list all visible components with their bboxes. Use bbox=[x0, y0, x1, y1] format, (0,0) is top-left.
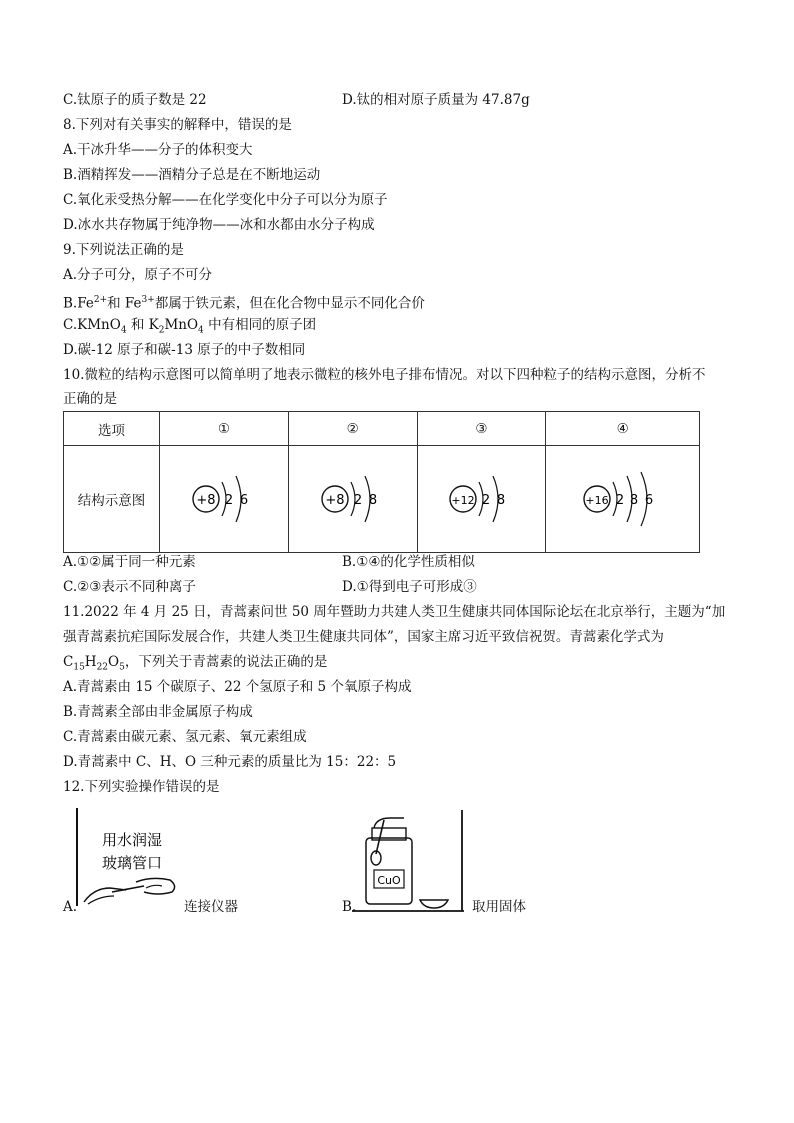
q9-option-d: D.碳-12 原子和碳-13 原子的中子数相同 bbox=[63, 342, 306, 358]
q10-option-d: D.①得到电子可形成③ bbox=[342, 579, 477, 595]
q10-option-c: C.②③表示不同种离子 bbox=[63, 579, 196, 595]
q12-option-b-label: 取用固体 bbox=[472, 899, 526, 915]
q12-option-a-letter: A. bbox=[63, 899, 78, 915]
q11-option-d: D.青蒿素中 C、H、O 三种元素的质量比为 15：22：5 bbox=[63, 754, 397, 770]
q8-option-c: C.氧化汞受热分解——在化学变化中分子可以分为原子 bbox=[63, 192, 388, 208]
q8-option-b: B.酒精挥发——酒精分子总是在不断地运动 bbox=[63, 167, 321, 183]
q7-option-c: C.钛原子的质子数是 22 bbox=[63, 92, 207, 108]
particle-3-shell-2: 8 bbox=[497, 493, 506, 508]
particle-3-diagram bbox=[441, 464, 521, 534]
q11-stem-line2: 强青蒿素抗疟国际发展合作，共建人类卫生健康共同体”，国家主席习近平致信祝贺。青蒿素化学式为 bbox=[63, 629, 664, 645]
q8-stem: 8.下列对有关事实的解释中，错误的是 bbox=[63, 117, 292, 133]
particle-3-shell-1: 2 bbox=[482, 493, 491, 508]
q10-option-a: A.①②属于同一种元素 bbox=[63, 554, 196, 570]
q11-option-a: A.青蒿素由 15 个碳原子、22 个氢原子和 5 个氧原子构成 bbox=[63, 679, 412, 695]
q8-option-d: D.冰水共存物属于纯净物——冰和水都由水分子构成 bbox=[63, 217, 375, 233]
table-header-1: ① bbox=[160, 412, 289, 446]
particle-1-shell-2: 6 bbox=[239, 493, 249, 508]
particle-1-diagram bbox=[184, 464, 264, 534]
particle-2-shell-2: 8 bbox=[368, 493, 377, 508]
q10-option-b: B.①④的化学性质相似 bbox=[342, 554, 475, 570]
q10-stem-line1: 10.微粒的结构示意图可以简单明了地表示微粒的核外电子排布情况。对以下四种粒子的结构示意图，分析不 bbox=[63, 367, 706, 383]
q12-option-a-image bbox=[74, 806, 184, 916]
q9-option-a: A.分子可分，原子不可分 bbox=[63, 267, 213, 283]
q9-stem: 9.下列说法正确的是 bbox=[63, 242, 184, 258]
particle-4-shell-1: 2 bbox=[615, 493, 624, 508]
q12-option-a-label: 连接仪器 bbox=[184, 899, 238, 915]
q12-a-caption-2: 玻璃管口 bbox=[102, 854, 163, 872]
q8-option-a: A.干冰升华——分子的体积变大 bbox=[63, 142, 253, 158]
q12-option-b-letter: B. bbox=[342, 899, 357, 915]
q12-stem: 12.下列实验操作错误的是 bbox=[63, 779, 220, 795]
particle-1-cell bbox=[160, 446, 289, 553]
particle-3-nucleus: +12 bbox=[451, 494, 476, 507]
table-header-3: ③ bbox=[417, 412, 546, 446]
particle-4-cell bbox=[546, 446, 700, 553]
table-header-2: ② bbox=[288, 412, 417, 446]
particle-3-cell bbox=[417, 446, 546, 553]
q12-a-caption-1: 用水润湿 bbox=[102, 831, 163, 849]
q10-stem-line2: 正确的是 bbox=[63, 391, 117, 407]
particle-4-shell-2: 8 bbox=[629, 493, 638, 508]
table-header-4: ④ bbox=[546, 412, 700, 446]
q11-option-c: C.青蒿素由碳元素、氢元素、氧元素组成 bbox=[63, 729, 307, 745]
q11-option-b: B.青蒿素全部由非金属原子构成 bbox=[63, 704, 253, 720]
q9-option-c: C.KMnO$_4$ 和 $K_2MnO_4$ 中有相同的原子团 bbox=[63, 317, 317, 336]
q7-option-d: D.钛的相对原子质量为 47.87g bbox=[342, 92, 530, 108]
particle-2-shell-1: 2 bbox=[353, 493, 362, 508]
particle-4-diagram bbox=[575, 464, 671, 534]
particle-4-shell-3: 6 bbox=[644, 493, 653, 508]
table-row-label: 结构示意图 bbox=[64, 446, 160, 553]
particle-2-diagram bbox=[313, 464, 393, 534]
q12-option-b-image bbox=[352, 808, 470, 916]
q9-option-b: $B.Fe^{2+}$和 $Fe^{3+}$都属于铁元素，但在化合物中显示不同化合价 bbox=[63, 295, 425, 312]
particle-1-nucleus: +8 bbox=[196, 493, 216, 508]
particle-2-cell bbox=[288, 446, 417, 553]
table-header-option: 选项 bbox=[64, 412, 160, 446]
structure-table bbox=[63, 411, 700, 553]
particle-4-nucleus: +16 bbox=[585, 494, 609, 507]
particle-2-nucleus: +8 bbox=[325, 493, 345, 508]
q11-stem-line3: $C_{15}H_{22}O_5$，下列关于青蒿素的说法正确的是 bbox=[63, 654, 328, 673]
q12-b-reagent-label: CuO bbox=[377, 874, 401, 887]
particle-1-shell-1: 2 bbox=[224, 493, 234, 508]
q11-stem-line1: 11.2022 年 4 月 25 日，青蒿素问世 50 周年暨助力共建人类卫生健康共同体国际论坛在北京举行，主题为“加 bbox=[63, 604, 726, 620]
